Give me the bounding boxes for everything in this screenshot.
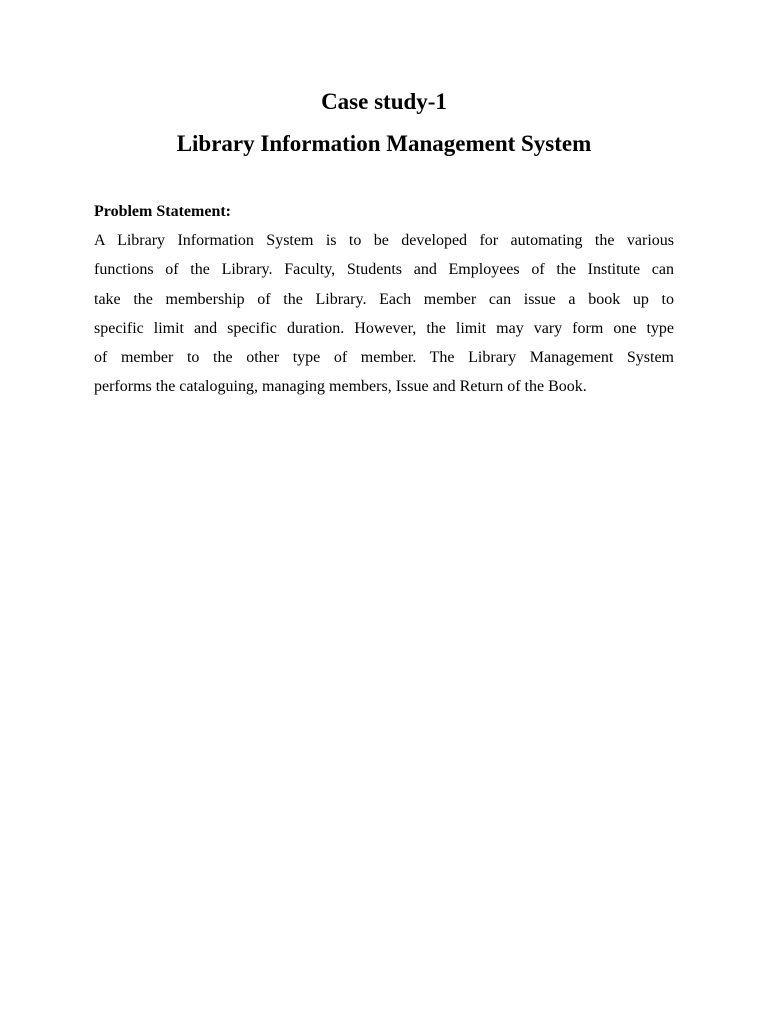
paragraph-line: of member to the other type of member. The Library Management System <box>94 349 674 366</box>
section-heading: Problem Statement: <box>94 203 231 220</box>
document-title: Library Information Management System <box>176 131 592 156</box>
paragraph-line: A Library Information System is to be developed for automating the various <box>94 232 674 249</box>
paragraph-line: performs the cataloguing, managing members, Issue and Return of the Book. <box>94 378 587 395</box>
paragraph-line: functions of the Library. Faculty, Students and Employees of the Institute can <box>94 261 674 278</box>
paragraph-line: specific limit and specific duration. However, the limit may vary form one type <box>94 320 674 337</box>
case-study-title: Case study-1 <box>321 89 447 114</box>
paragraph-line: take the membership of the Library. Each member can issue a book up to <box>94 291 674 308</box>
